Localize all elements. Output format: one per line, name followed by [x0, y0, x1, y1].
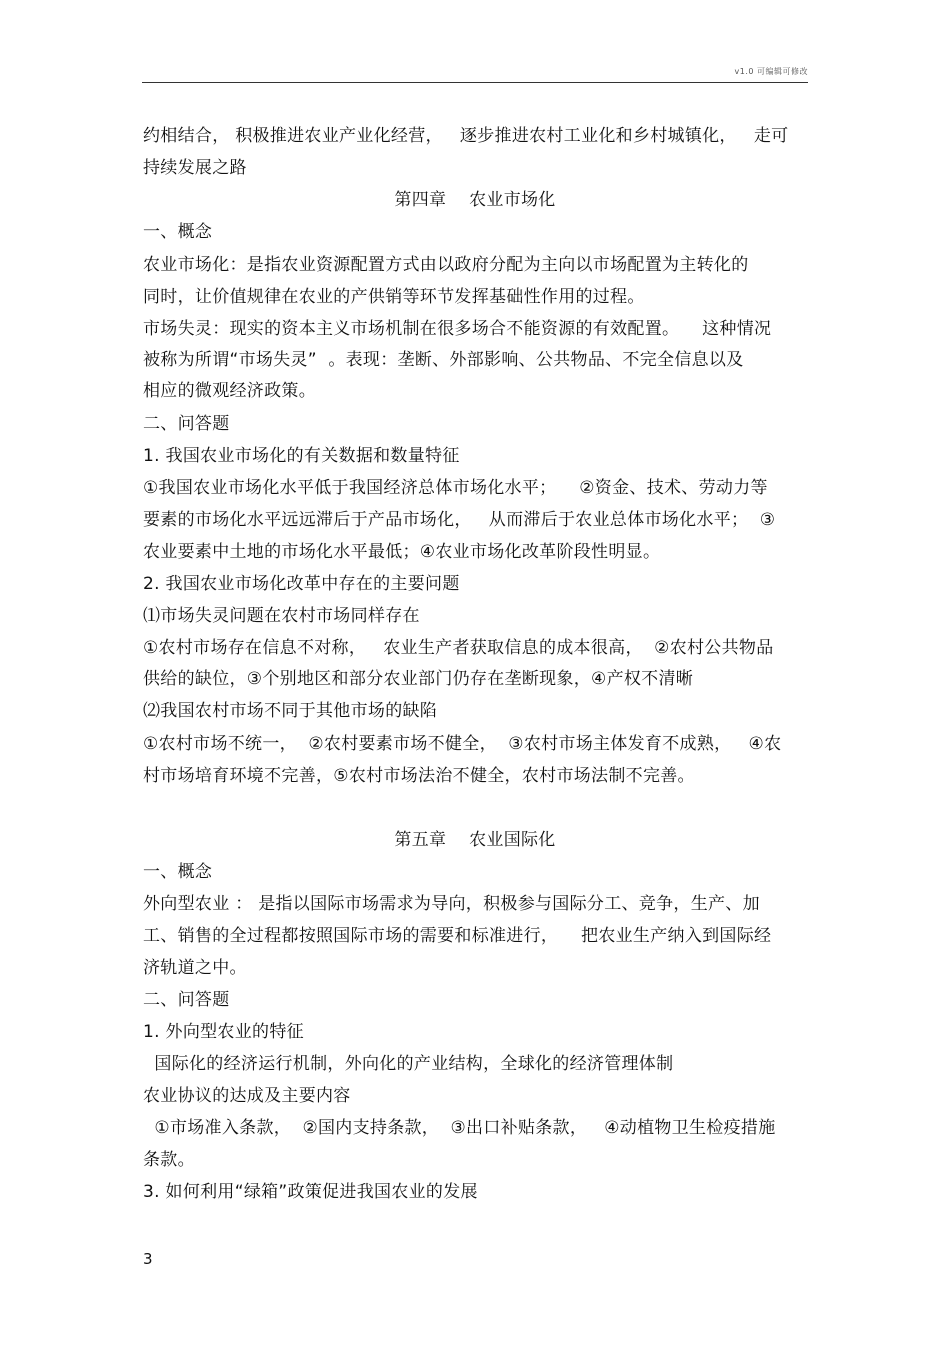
section-heading: 二、问答题	[143, 990, 230, 1010]
text-line: 要素的市场化水平远远滞后于产品市场化， 从而滞后于农业总体市场化水平； ③	[143, 510, 776, 530]
header-rule	[142, 82, 808, 83]
section-heading: 一、概念	[143, 222, 213, 242]
text-line: 约相结合， 积极推进农业产业化经营， 逐步推进农村工业化和乡村城镇化， 走可	[143, 126, 789, 146]
text-line: 农业市场化：是指农业资源配置方式由以政府分配为主向以市场配置为主转化的	[143, 255, 749, 275]
text-line: 持续发展之路	[143, 158, 247, 178]
text-line: 相应的微观经济政策。	[143, 381, 316, 401]
text-line: 济轨道之中。	[143, 958, 247, 978]
section-heading: 二、问答题	[143, 414, 230, 434]
text-line: 工、销售的全过程都按照国际市场的需要和标准进行， 把农业生产纳入到国际经	[143, 926, 772, 946]
chapter-title: 第五章 农业国际化	[394, 830, 556, 850]
text-line: ①市场准入条款， ②国内支持条款， ③出口补贴条款， ④动植物卫生检疫措施	[143, 1118, 776, 1138]
question-heading: 1. 我国农业市场化的有关数据和数量特征	[143, 446, 460, 466]
text-line: 市场失灵：现实的资本主义市场机制在很多场合不能资源的有效配置。 这种情况	[143, 319, 772, 339]
text-line: ⑵我国农村市场不同于其他市场的缺陷	[143, 701, 438, 721]
text-line: 供给的缺位，③个别地区和部分农业部门仍存在垄断现象，④产权不清晰	[143, 669, 694, 689]
page-number: 3	[143, 1250, 153, 1268]
text-line: 同时，让价值规律在农业的产供销等环节发挥基础性作用的过程。	[143, 287, 645, 307]
question-heading: 2. 我国农业市场化改革中存在的主要问题	[143, 574, 460, 594]
text-line: ①我国农业市场化水平低于我国经济总体市场化水平； ②资金、技术、劳动力等	[143, 478, 768, 498]
text-line: 外向型农业 ： 是指以国际市场需求为导向，积极参与国际分工、竞争，生产、加	[143, 894, 760, 914]
header-version-note: v1.0 可编辑可修改	[734, 67, 808, 76]
text-line: 国际化的经济运行机制，外向化的产业结构，全球化的经济管理体制	[143, 1054, 674, 1074]
question-heading: 3. 如何利用“绿箱”政策促进我国农业的发展	[143, 1182, 478, 1202]
text-line: 农业要素中土地的市场化水平最低；④农业市场化改革阶段性明显。	[143, 542, 661, 562]
text-line: 条款。	[143, 1150, 195, 1170]
section-heading: 一、概念	[143, 862, 213, 882]
text-line: 被称为所谓“市场失灵” 。表现：垄断、外部影响、公共物品、不完全信息以及	[143, 350, 744, 370]
text-line: ①农村市场不统一， ②农村要素市场不健全， ③农村市场主体发育不成熟， ④农	[143, 734, 782, 754]
chapter-title: 第四章 农业市场化	[394, 190, 556, 210]
text-line: 村市场培育环境不完善，⑤农村市场法治不健全，农村市场法制不完善。	[143, 766, 695, 786]
text-line: ①农村市场存在信息不对称， 农业生产者获取信息的成本很高， ②农村公共物品	[143, 638, 774, 658]
text-line: ⑴市场失灵问题在农村市场同样存在	[143, 606, 420, 626]
question-heading: 1. 外向型农业的特征	[143, 1022, 304, 1042]
text-line: 农业协议的达成及主要内容	[143, 1086, 351, 1106]
